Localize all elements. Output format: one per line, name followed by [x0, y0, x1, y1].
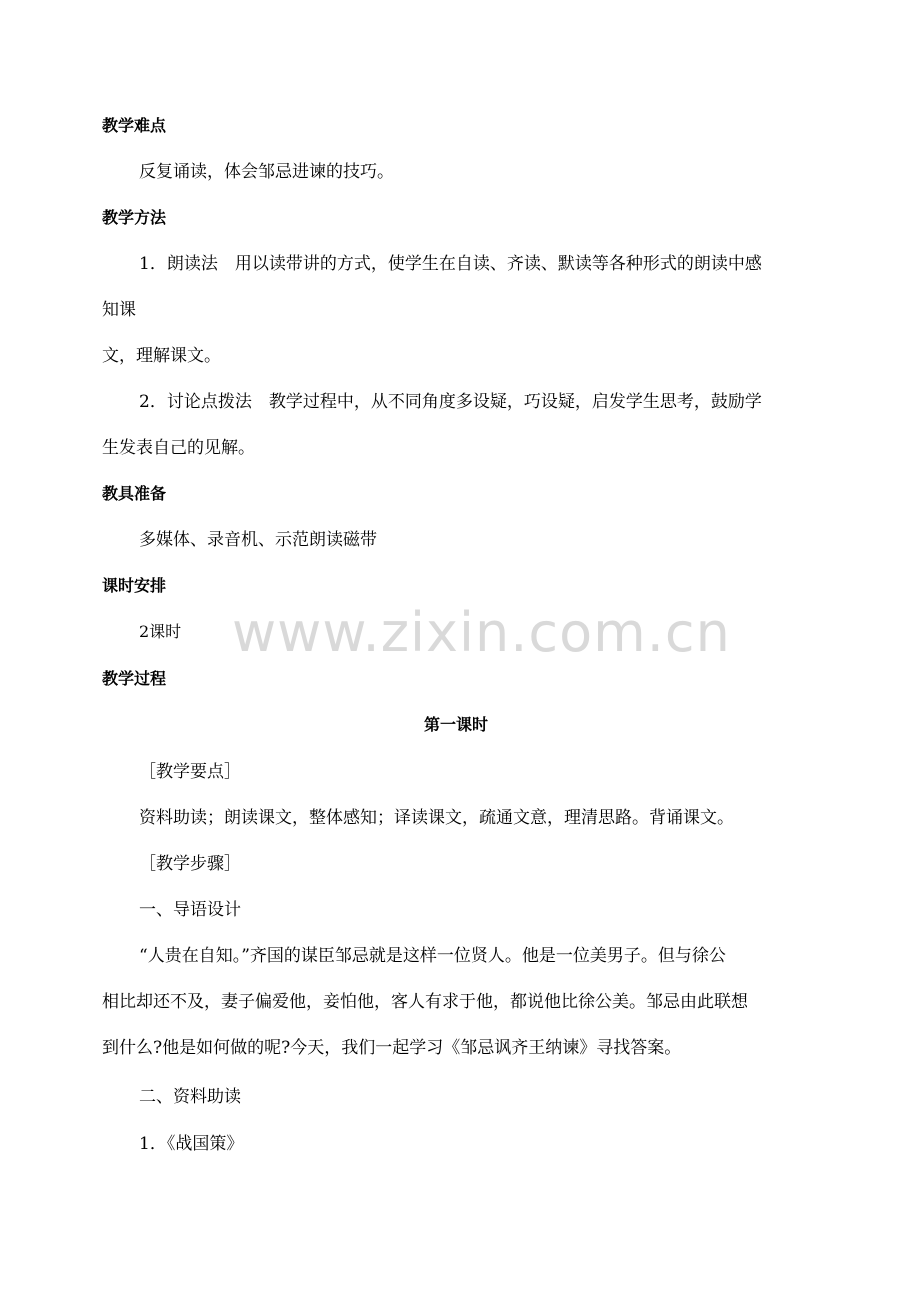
heading-process: 教学过程: [102, 669, 167, 688]
method-item2-line1: 2．讨论点拨法 教学过程中，从不同角度多设疑，巧设疑，启发学生思考，鼓励学: [139, 392, 762, 412]
step2-item1: 1．《战国策》: [139, 1134, 244, 1154]
heading-method: 教学方法: [102, 208, 167, 227]
heading-difficulty: 教学难点: [102, 116, 167, 135]
step1-title: 一、导语设计: [139, 900, 241, 920]
lesson1-points-label: ［教学要点］: [139, 762, 241, 782]
heading-schedule: 课时安排: [102, 576, 167, 595]
difficulty-text: 反复诵读，体会邹忌进谏的技巧。: [139, 162, 394, 182]
heading-tools: 教具准备: [102, 484, 167, 503]
method-item1-line1: 1．朗读法 用以读带讲的方式，使学生在自读、齐读、默读等各种形式的朗读中感: [139, 254, 762, 274]
lesson1-points-text: 资料助读；朗读课文，整体感知；译读课文，疏通文意，理清思路。背诵课文。: [139, 808, 734, 828]
step1-line3: 到什么?他是如何做的呢?今天，我们一起学习《邹忌讽齐王纳谏》寻找答案。: [102, 1038, 682, 1058]
step1-line1: “人贵在自知。”齐国的谋臣邹忌就是这样一位贤人。他是一位美男子。但与徐公: [139, 946, 726, 966]
method-item2-line2: 生发表自己的见解。: [102, 438, 255, 458]
watermark: www.zixin.com.cn: [232, 601, 731, 664]
step2-title: 二、资料助读: [139, 1087, 241, 1107]
method-item1-line2: 知课: [102, 300, 136, 320]
lesson1-steps-label: ［教学步骤］: [139, 854, 241, 874]
tools-text: 多媒体、录音机、示范朗读磁带: [139, 530, 377, 550]
lesson1-title: 第一课时: [424, 715, 489, 734]
schedule-text: 2课时: [139, 622, 182, 641]
method-item1-line3: 文，理解课文。: [102, 346, 221, 366]
step1-line2: 相比却还不及，妻子偏爱他，妾怕他，客人有求于他，都说他比徐公美。邹忌由此联想: [102, 992, 748, 1012]
